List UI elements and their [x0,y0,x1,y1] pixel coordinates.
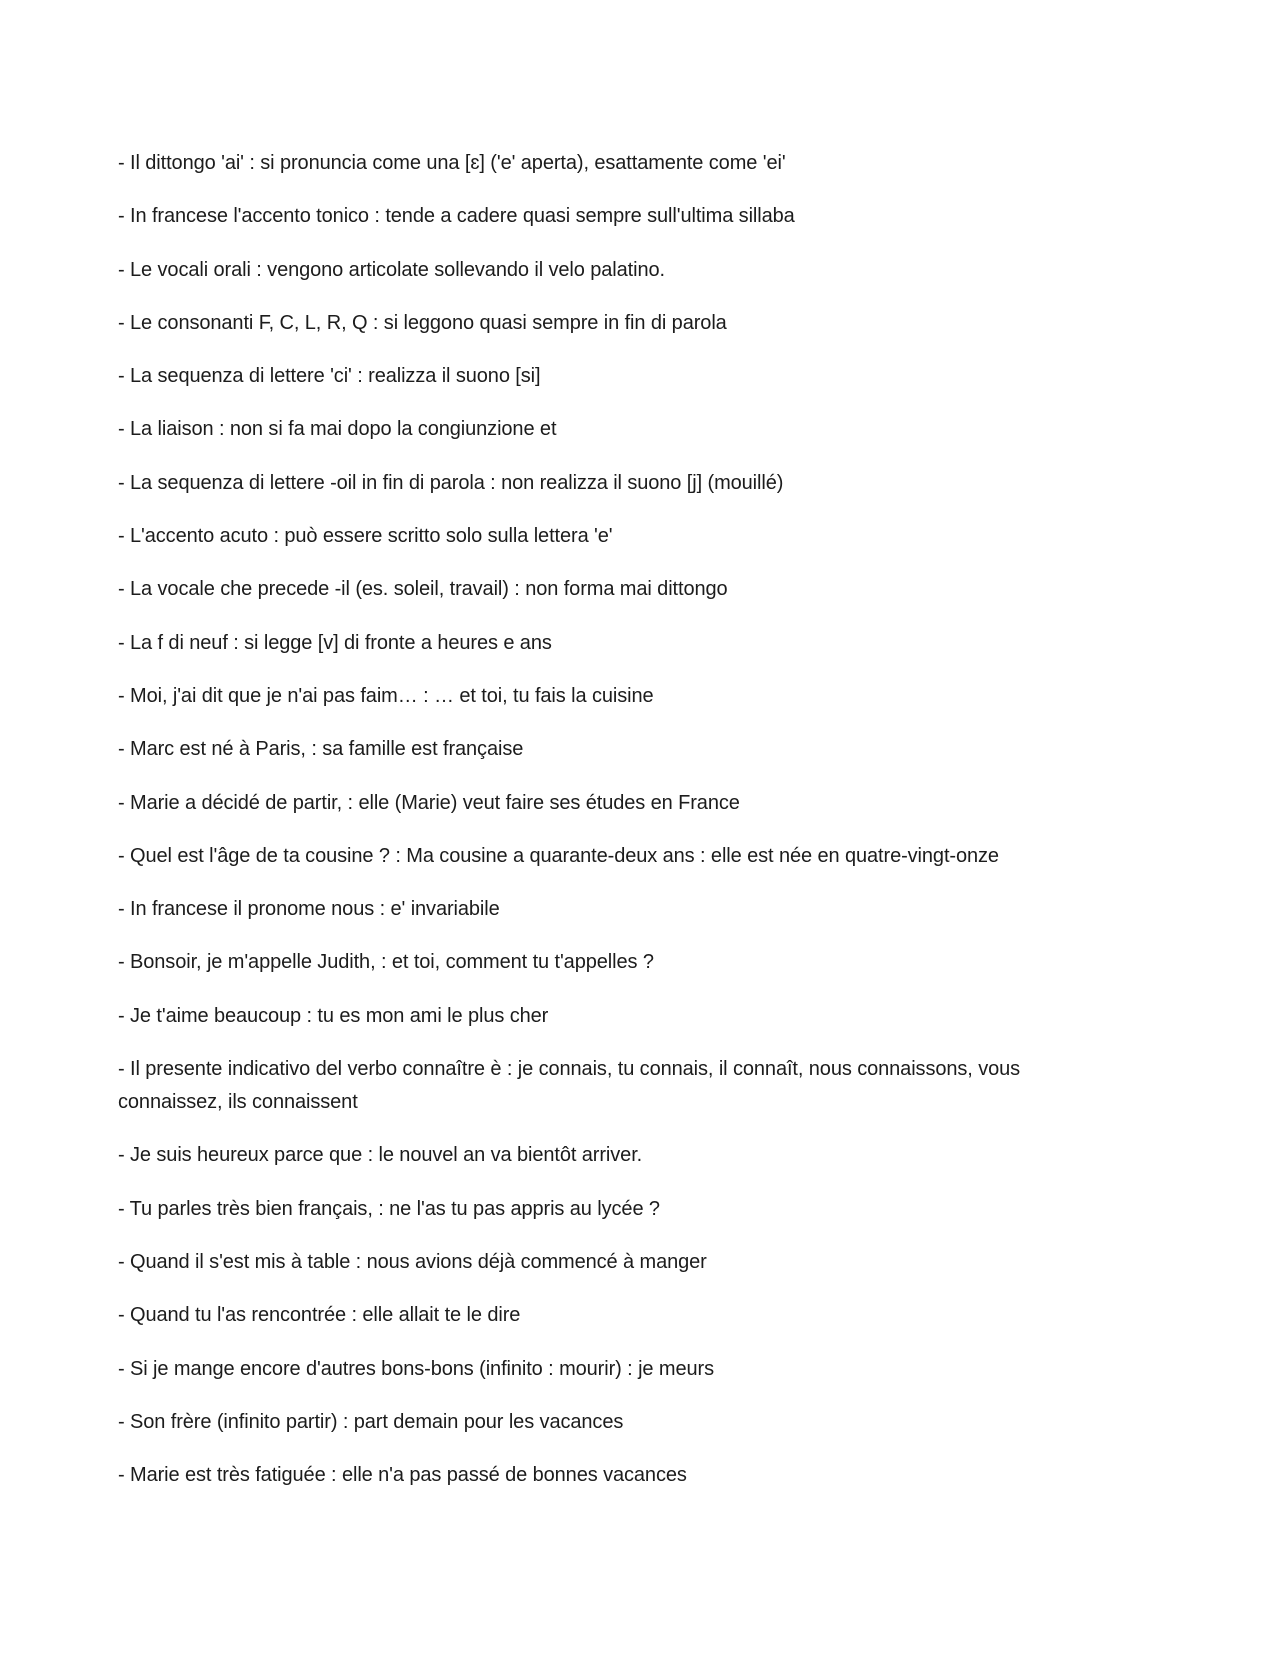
statement-line: - Il dittongo 'ai' : si pronuncia come una [ɛ] ('e' aperta), esattamente come 'ei' [118,152,786,174]
statement-line: - Quand il s'est mis à table : nous avions déjà commencé à manger [118,1250,707,1273]
statement-line: - Si je mange encore d'autres bons-bons (infinito : mourir) : je meurs [118,1357,714,1380]
statement-line: - Moi, j'ai dit que je n'ai pas faim… : … et toi, tu fais la cuisine [118,684,654,707]
statement-line: - Quel est l'âge de ta cousine ? : Ma cousine a quarante-deux ans : elle est née en quatre-vingt-onze [118,844,999,867]
statement-line: - Marie est très fatiguée : elle n'a pas passé de bonnes vacances [118,1464,687,1487]
statement-list [118,147,1098,1512]
statement-line: - Son frère (infinito partir) : part demain pour les vacances [118,1410,624,1433]
statement-line: - Je t'aime beaucoup : tu es mon ami le plus cher [118,1004,549,1027]
statement-line: - La liaison : non si fa mai dopo la congiunzione et [118,418,557,441]
statement-line: - Tu parles très bien français, : ne l'as tu pas appris au lycée ? [118,1197,660,1220]
statement-line: - La sequenza di lettere -oil in fin di parola : non realizza il suono [j] (mouillé) [118,471,784,494]
statement-line: - Quand tu l'as rencontrée : elle allait te le dire [118,1304,521,1327]
statement-line: - La vocale che precede -il (es. soleil, travail) : non forma mai dittongo [118,578,728,601]
statement-line: - Il presente indicativo del verbo connaître è : je connais, tu connais, il connaît, nous connaissons, vous connaissez, ils connaissent [118,1058,1021,1114]
statement-line: - Le consonanti F, C, L, R, Q : si leggono quasi sempre in fin di parola [118,311,727,334]
statement-line: - La f di neuf : si legge [v] di fronte a heures e ans [118,631,552,654]
statement-line: - Marie a décidé de partir, : elle (Marie) veut faire ses études en France [118,791,740,814]
statement-line: - In francese l'accento tonico : tende a cadere quasi sempre sull'ultima sillaba [118,205,795,228]
statement-line: - La sequenza di lettere 'ci' : realizza il suono [si] [118,365,541,388]
statement-line: - Le vocali orali : vengono articolate sollevando il velo palatino. [118,258,665,281]
statement-line: - L'accento acuto : può essere scritto solo sulla lettera 'e' [118,525,613,548]
statement-line: - Je suis heureux parce que : le nouvel an va bientôt arriver. [118,1144,643,1167]
statement-line: - Marc est né à Paris, : sa famille est française [118,738,524,761]
statement-line: - In francese il pronome nous : e' invariabile [118,898,500,921]
statement-line: - Bonsoir, je m'appelle Judith, : et toi, comment tu t'appelles ? [118,951,654,974]
